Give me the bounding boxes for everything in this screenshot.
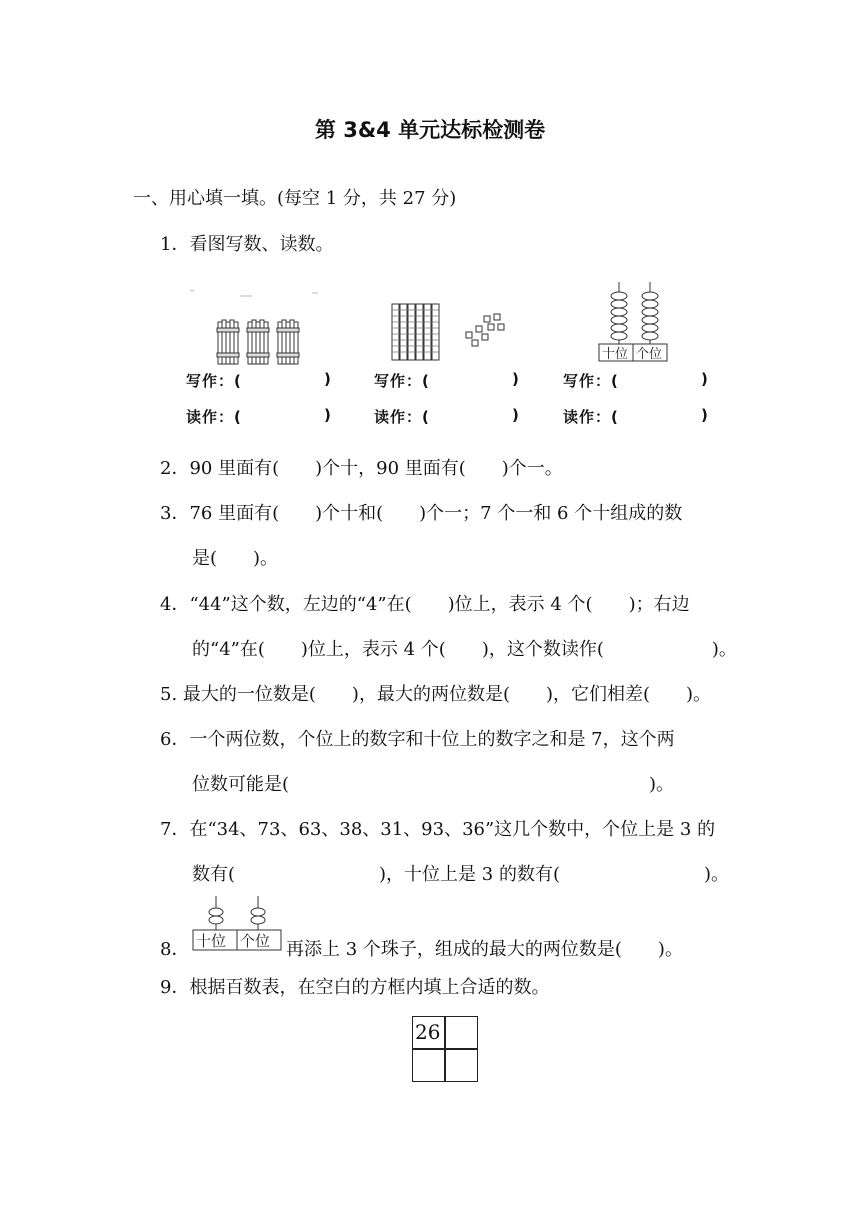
question-5: 5. 最大的一位数是( )，最大的两位数是( )，它们相差( )。 [160, 684, 712, 705]
write-label-3: 写作：( [563, 372, 619, 390]
question-1: 1．看图写数、读数。 [160, 234, 334, 255]
question-4-line-1: 4．“44”这个数，左边的“4”在( )位上，表示 4 个( )；右边 [160, 594, 690, 615]
question-7-line-1: 7．在“34、73、63、38、31、93、36”这几个数中，个位上是 3 的 [160, 819, 716, 840]
grid-cell-blank[interactable] [446, 1017, 476, 1047]
grid-cell-blank[interactable] [413, 1050, 443, 1080]
q8-label-ones: 个位 [240, 932, 271, 950]
question-4-line-2: 的“4”在( )位上，表示 4 个( )，这个数读作( )。 [192, 639, 737, 660]
tens-rods-figure [392, 304, 439, 360]
write-label-1: 写作：( [186, 372, 242, 390]
read-close-2: ) [512, 406, 520, 424]
page-title: 第 3&4 单元达标检测卷 [314, 118, 546, 142]
question-8: 再添上 3 个珠子，组成的最大的两位数是( )。 [286, 939, 683, 960]
question-8-number: 8． [160, 939, 190, 960]
question-9: 9．根据百数表，在空白的方框内填上合适的数。 [160, 977, 550, 998]
unit-cubes-figure [466, 314, 504, 346]
question-3-line-1: 3．76 里面有( )个十和( )个一；7 个一和 6 个十组成的数 [160, 503, 683, 524]
question-1-figures [180, 280, 740, 370]
grid-cell-blank[interactable] [446, 1050, 476, 1080]
stick-bundle [277, 320, 299, 364]
hundred-chart-grid [412, 1016, 478, 1082]
write-label-2: 写作：( [374, 372, 430, 390]
q8-label-tens: 十位 [196, 932, 227, 950]
write-close-2: ) [512, 370, 520, 388]
stick-bundle [217, 320, 239, 364]
grid-cell-value: 26 [415, 1020, 441, 1044]
question-6-line-1: 6．一个两位数，个位上的数字和十位上的数字之和是 7，这个两 [160, 729, 675, 750]
stick-bundle [247, 320, 269, 364]
read-label-3: 读作：( [563, 408, 619, 426]
read-label-1: 读作：( [186, 408, 242, 426]
write-close-1: ) [324, 370, 332, 388]
read-close-1: ) [324, 406, 332, 424]
question-7-line-2: 数有( )，十位上是 3 的数有( )。 [192, 864, 729, 885]
question-3-line-2: 是( )。 [192, 548, 279, 569]
ones-beads [642, 292, 658, 340]
read-label-2: 读作：( [374, 408, 430, 426]
question-8-abacus [192, 892, 284, 952]
stick-bundles-figure [217, 320, 299, 364]
read-close-3: ) [701, 406, 709, 424]
faint-marks [190, 290, 318, 296]
section-heading: 一、用心填一填。(每空 1 分，共 27 分) [133, 188, 457, 209]
write-close-3: ) [701, 370, 709, 388]
question-2: 2．90 里面有( )个十，90 里面有( )个一。 [160, 458, 563, 479]
abacus-label-ones: 个位 [636, 347, 663, 362]
abacus-label-tens: 十位 [602, 347, 629, 362]
tens-beads [611, 292, 627, 340]
question-6-line-2: 位数可能是( )。 [192, 774, 675, 795]
